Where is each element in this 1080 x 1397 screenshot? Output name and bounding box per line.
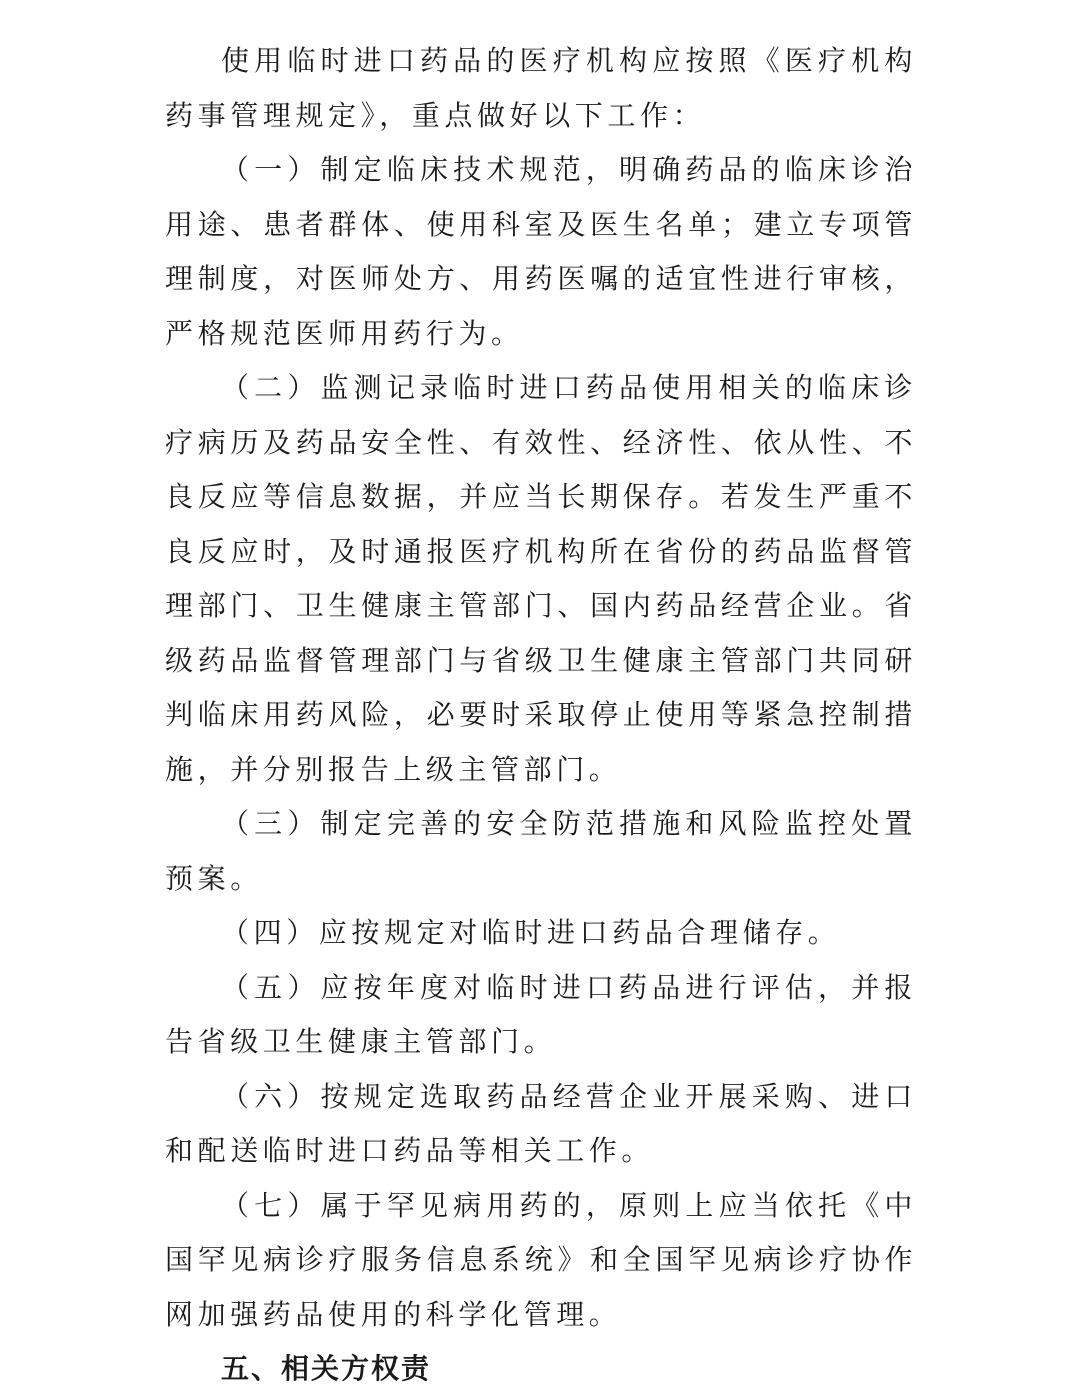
paragraph-item-2: （二）监测记录临时进口药品使用相关的临床诊疗病历及药品安全性、有效性、经济性、依从性、不良反应等信息数据，并应当长期保存。若发生严重不良反应时，及时通报医疗机构所在省份的药品监督管理部门、卫生健康主管部门、国内药品经营企业。省级药品监督管理部门与省级卫生健康主管部门共同研判临床用药风险，必要时采取停止使用等紧急控制措施，并分别报告上级主管部门。: [165, 371, 917, 786]
section-heading: 五、相关方权责: [221, 1352, 432, 1385]
paragraph-item-3: （三）制定完善的安全防范措施和风险监控处置预案。: [165, 807, 917, 895]
paragraph-item-4: （四）应按规定对临时进口药品合理储存。: [221, 916, 841, 949]
document-page: [165, 34, 917, 1397]
paragraph-item-5: （五）应按年度对临时进口药品进行评估，并报告省级卫生健康主管部门。: [165, 970, 917, 1058]
paragraph-item-7: （七）属于罕见病用药的，原则上应当依托《中国罕见病诊疗服务信息系统》和全国罕见病诊疗协作网加强药品使用的科学化管理。: [165, 1188, 917, 1331]
paragraph-item-1: （一）制定临床技术规范，明确药品的临床诊治用途、患者群体、使用科室及医生名单；建立专项管理制度，对医师处方、用药医嘱的适宜性进行审核，严格规范医师用药行为。: [165, 153, 917, 350]
paragraph-intro: 使用临时进口药品的医疗机构应按照《医疗机构药事管理规定》，重点做好以下工作：: [165, 44, 917, 132]
paragraph-item-6: （六）按规定选取药品经营企业开展采购、进口和配送临时进口药品等相关工作。: [165, 1079, 917, 1167]
